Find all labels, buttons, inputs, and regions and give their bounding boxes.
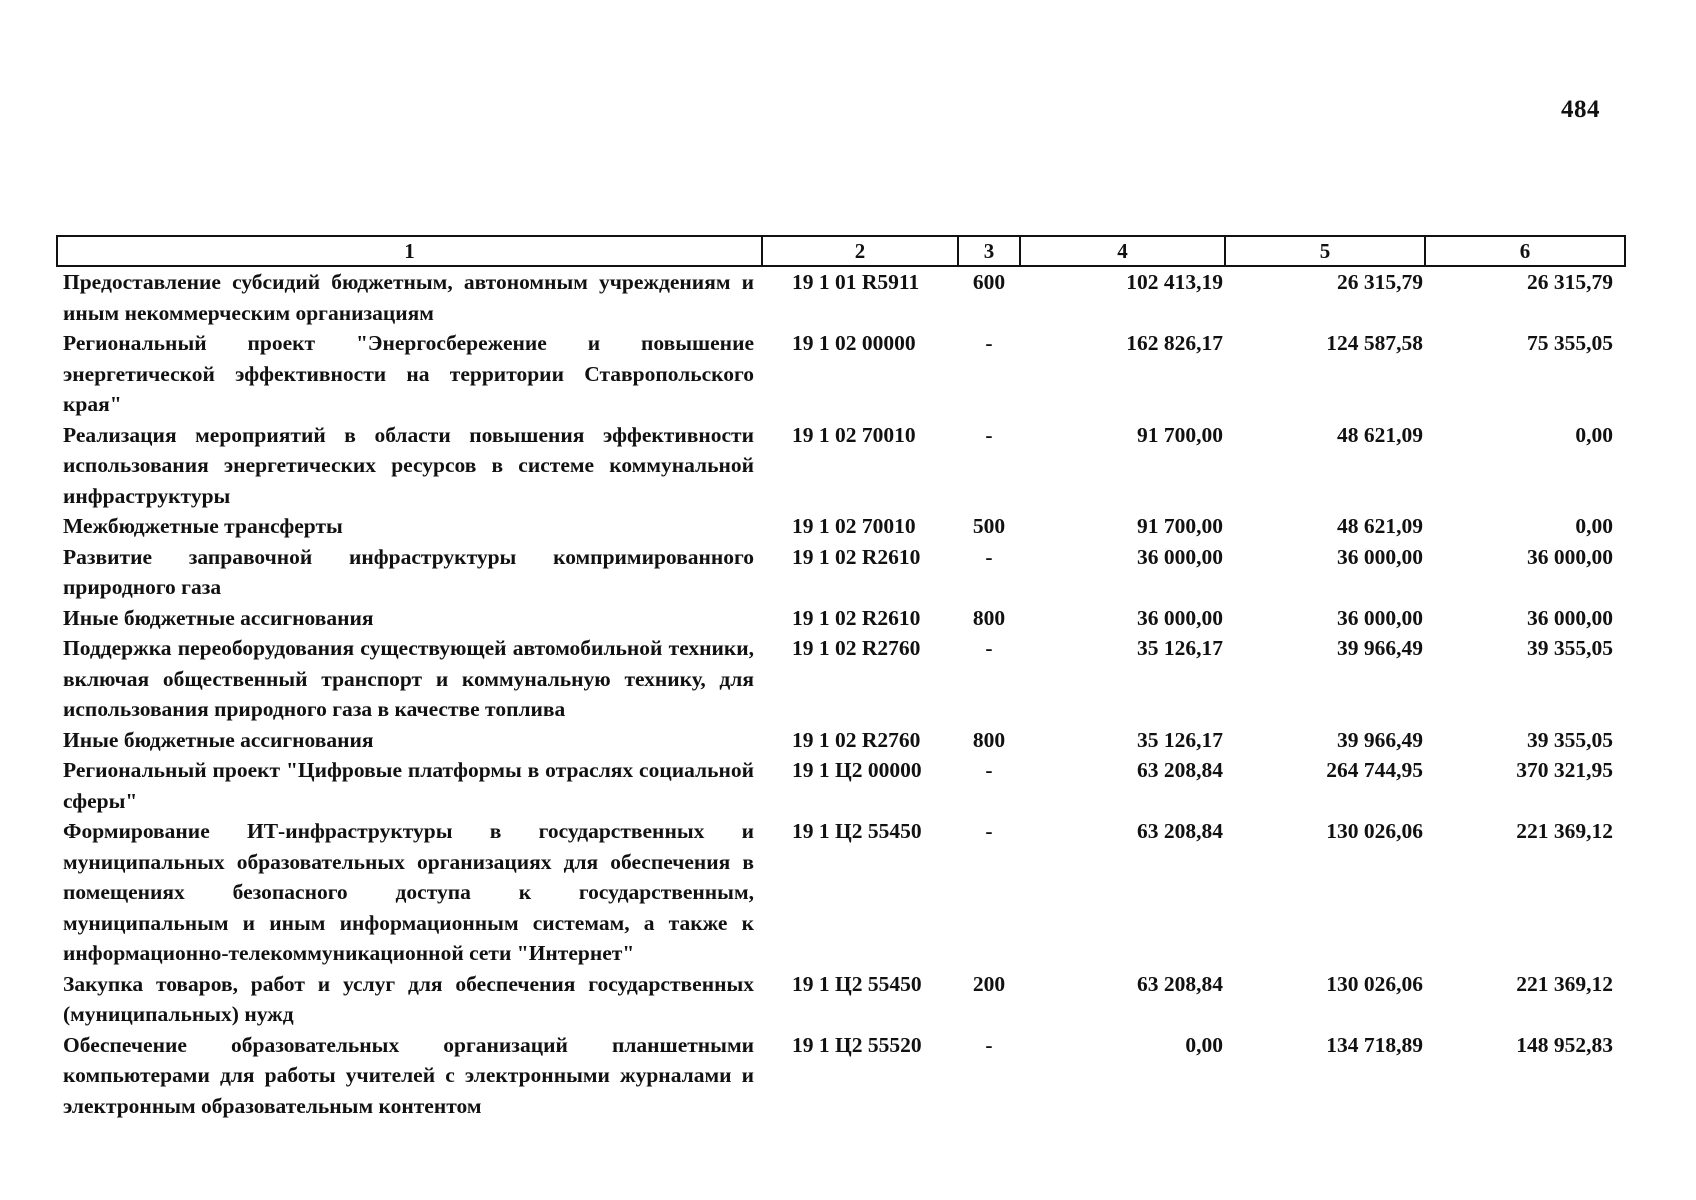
row-sum-col5: 124 587,58 [1326,331,1423,355]
row-sum-col5: 134 718,89 [1326,1032,1423,1057]
column-header-5: 5 [1225,236,1425,266]
row-sum-col4: 91 700,00 [1137,422,1223,447]
row-sum-col6: 0,00 [1575,514,1613,538]
row-code: 19 1 01 R5911 [792,270,920,294]
row-code: 19 1 Ц2 00000 [792,758,922,782]
row-sum-col4: 35 126,17 [1137,727,1223,752]
row-sum-col5: 26 315,79 [1337,270,1423,294]
row-sum-col5: 48 621,09 [1337,514,1423,538]
row-code: 19 1 Ц2 55450 [792,971,922,996]
row-name: Региональный проект "Энергосбережение и повышение энергетической эффективности на территории Ставропольского края" [63,331,754,416]
row-sum-col6: 26 315,79 [1527,270,1613,294]
row-code: 19 1 02 R2760 [792,636,921,660]
column-header-1: 1 [57,236,762,266]
row-sum-col5: 39 966,49 [1337,727,1423,752]
row-sum-col4: 63 208,84 [1137,758,1223,782]
row-sum-col5: 130 026,06 [1326,971,1423,996]
column-header-4: 4 [1020,236,1225,266]
header-row [57,236,1625,266]
budget-table-wrapper [56,235,1624,1121]
row-sum-col5: 39 966,49 [1337,636,1423,660]
column-header-2: 2 [762,236,958,266]
row-expense-type: - [985,819,993,843]
row-expense-type: 200 [972,971,1006,996]
row-sum-col6: 148 952,83 [1516,1032,1613,1057]
row-expense-type: 500 [972,514,1006,538]
row-sum-col5: 36 000,00 [1337,544,1423,569]
row-sum-col6: 370 321,95 [1516,758,1613,782]
table-row [57,969,1625,1030]
row-code: 19 1 02 70010 [792,514,916,538]
row-name: Предоставление субсидий бюджетным, автономным учреждениям и иным некоммерческим организациям [63,270,754,325]
row-name: Развитие заправочной инфраструктуры компримированного природного газа [63,544,754,599]
row-name: Межбюджетные трансферты [63,514,343,538]
page-number: 484 [1561,96,1600,123]
row-sum-col4: 0,00 [1185,1032,1223,1057]
row-expense-type: 800 [972,605,1006,630]
row-code: 19 1 02 R2760 [792,727,921,752]
row-sum-col6: 221 369,12 [1516,819,1613,843]
table-row [57,328,1625,420]
table-row [57,420,1625,512]
row-sum-col5: 264 744,95 [1326,758,1423,782]
row-sum-col6: 39 355,05 [1527,727,1613,752]
table-row [57,816,1625,969]
table-body [57,266,1625,1121]
column-header-3: 3 [958,236,1020,266]
table-row [57,603,1625,634]
row-name: Поддержка переоборудования существующей автомобильной техники, включая общественный транспорт и коммунальную технику, для использования природного газа в качестве топлива [63,636,754,721]
row-expense-type: - [985,636,993,660]
table-row [57,511,1625,542]
table-row [57,1030,1625,1122]
row-code: 19 1 02 70010 [792,422,916,447]
row-expense-type: - [985,758,993,782]
row-name: Реализация мероприятий в области повышения эффективности использования энергетических ресурсов в системе коммунальной инфраструктуры [63,422,754,508]
row-sum-col4: 35 126,17 [1137,636,1223,660]
row-name: Иные бюджетные ассигнования [63,727,374,752]
row-code: 19 1 Ц2 55520 [792,1032,922,1057]
row-name: Иные бюджетные ассигнования [63,605,374,630]
row-sum-col6: 0,00 [1575,422,1613,447]
row-sum-col4: 162 826,17 [1126,331,1223,355]
row-name: Формирование ИТ-инфраструктуры в государственных и муниципальных образовательных организациях для обеспечения в помещениях безопасного доступа к государственным, муниципальным и иным информационным системам, а также к информационно-телекоммуникационной сети "Интернет" [63,819,754,965]
table-row [57,755,1625,816]
row-code: 19 1 02 00000 [792,331,916,355]
row-expense-type: - [985,544,993,569]
row-sum-col6: 39 355,05 [1527,636,1613,660]
row-expense-type: 600 [972,270,1006,294]
row-code: 19 1 Ц2 55450 [792,819,922,843]
row-sum-col6: 36 000,00 [1527,605,1613,630]
row-expense-type: 800 [972,727,1006,752]
row-sum-col6: 36 000,00 [1527,544,1613,569]
row-sum-col4: 91 700,00 [1137,514,1223,538]
row-sum-col5: 130 026,06 [1326,819,1423,843]
row-expense-type: - [985,331,993,355]
budget-table [56,235,1626,1121]
column-header-6: 6 [1425,236,1625,266]
row-code: 19 1 02 R2610 [792,605,921,630]
table-row [57,542,1625,603]
row-sum-col5: 36 000,00 [1337,605,1423,630]
row-sum-col4: 102 413,19 [1126,270,1223,294]
row-sum-col4: 36 000,00 [1137,605,1223,630]
row-sum-col4: 63 208,84 [1137,819,1223,843]
row-sum-col5: 48 621,09 [1337,422,1423,447]
row-sum-col6: 75 355,05 [1527,331,1613,355]
table-row [57,633,1625,725]
row-sum-col6: 221 369,12 [1516,971,1613,996]
row-expense-type: - [985,1032,993,1057]
row-sum-col4: 36 000,00 [1137,544,1223,569]
row-name: Региональный проект "Цифровые платформы в отраслях социальной сферы" [63,758,754,813]
table-row [57,266,1625,328]
row-expense-type: - [985,422,993,447]
table-row [57,725,1625,756]
row-name: Обеспечение образовательных организаций планшетными компьютерами для работы учителей с электронными журналами и электронным образовательным контентом [63,1032,754,1118]
row-name: Закупка товаров, работ и услуг для обеспечения государственных (муниципальных) нужд [63,971,754,1026]
table-header [57,236,1625,266]
row-sum-col4: 63 208,84 [1137,971,1223,996]
row-code: 19 1 02 R2610 [792,544,921,569]
